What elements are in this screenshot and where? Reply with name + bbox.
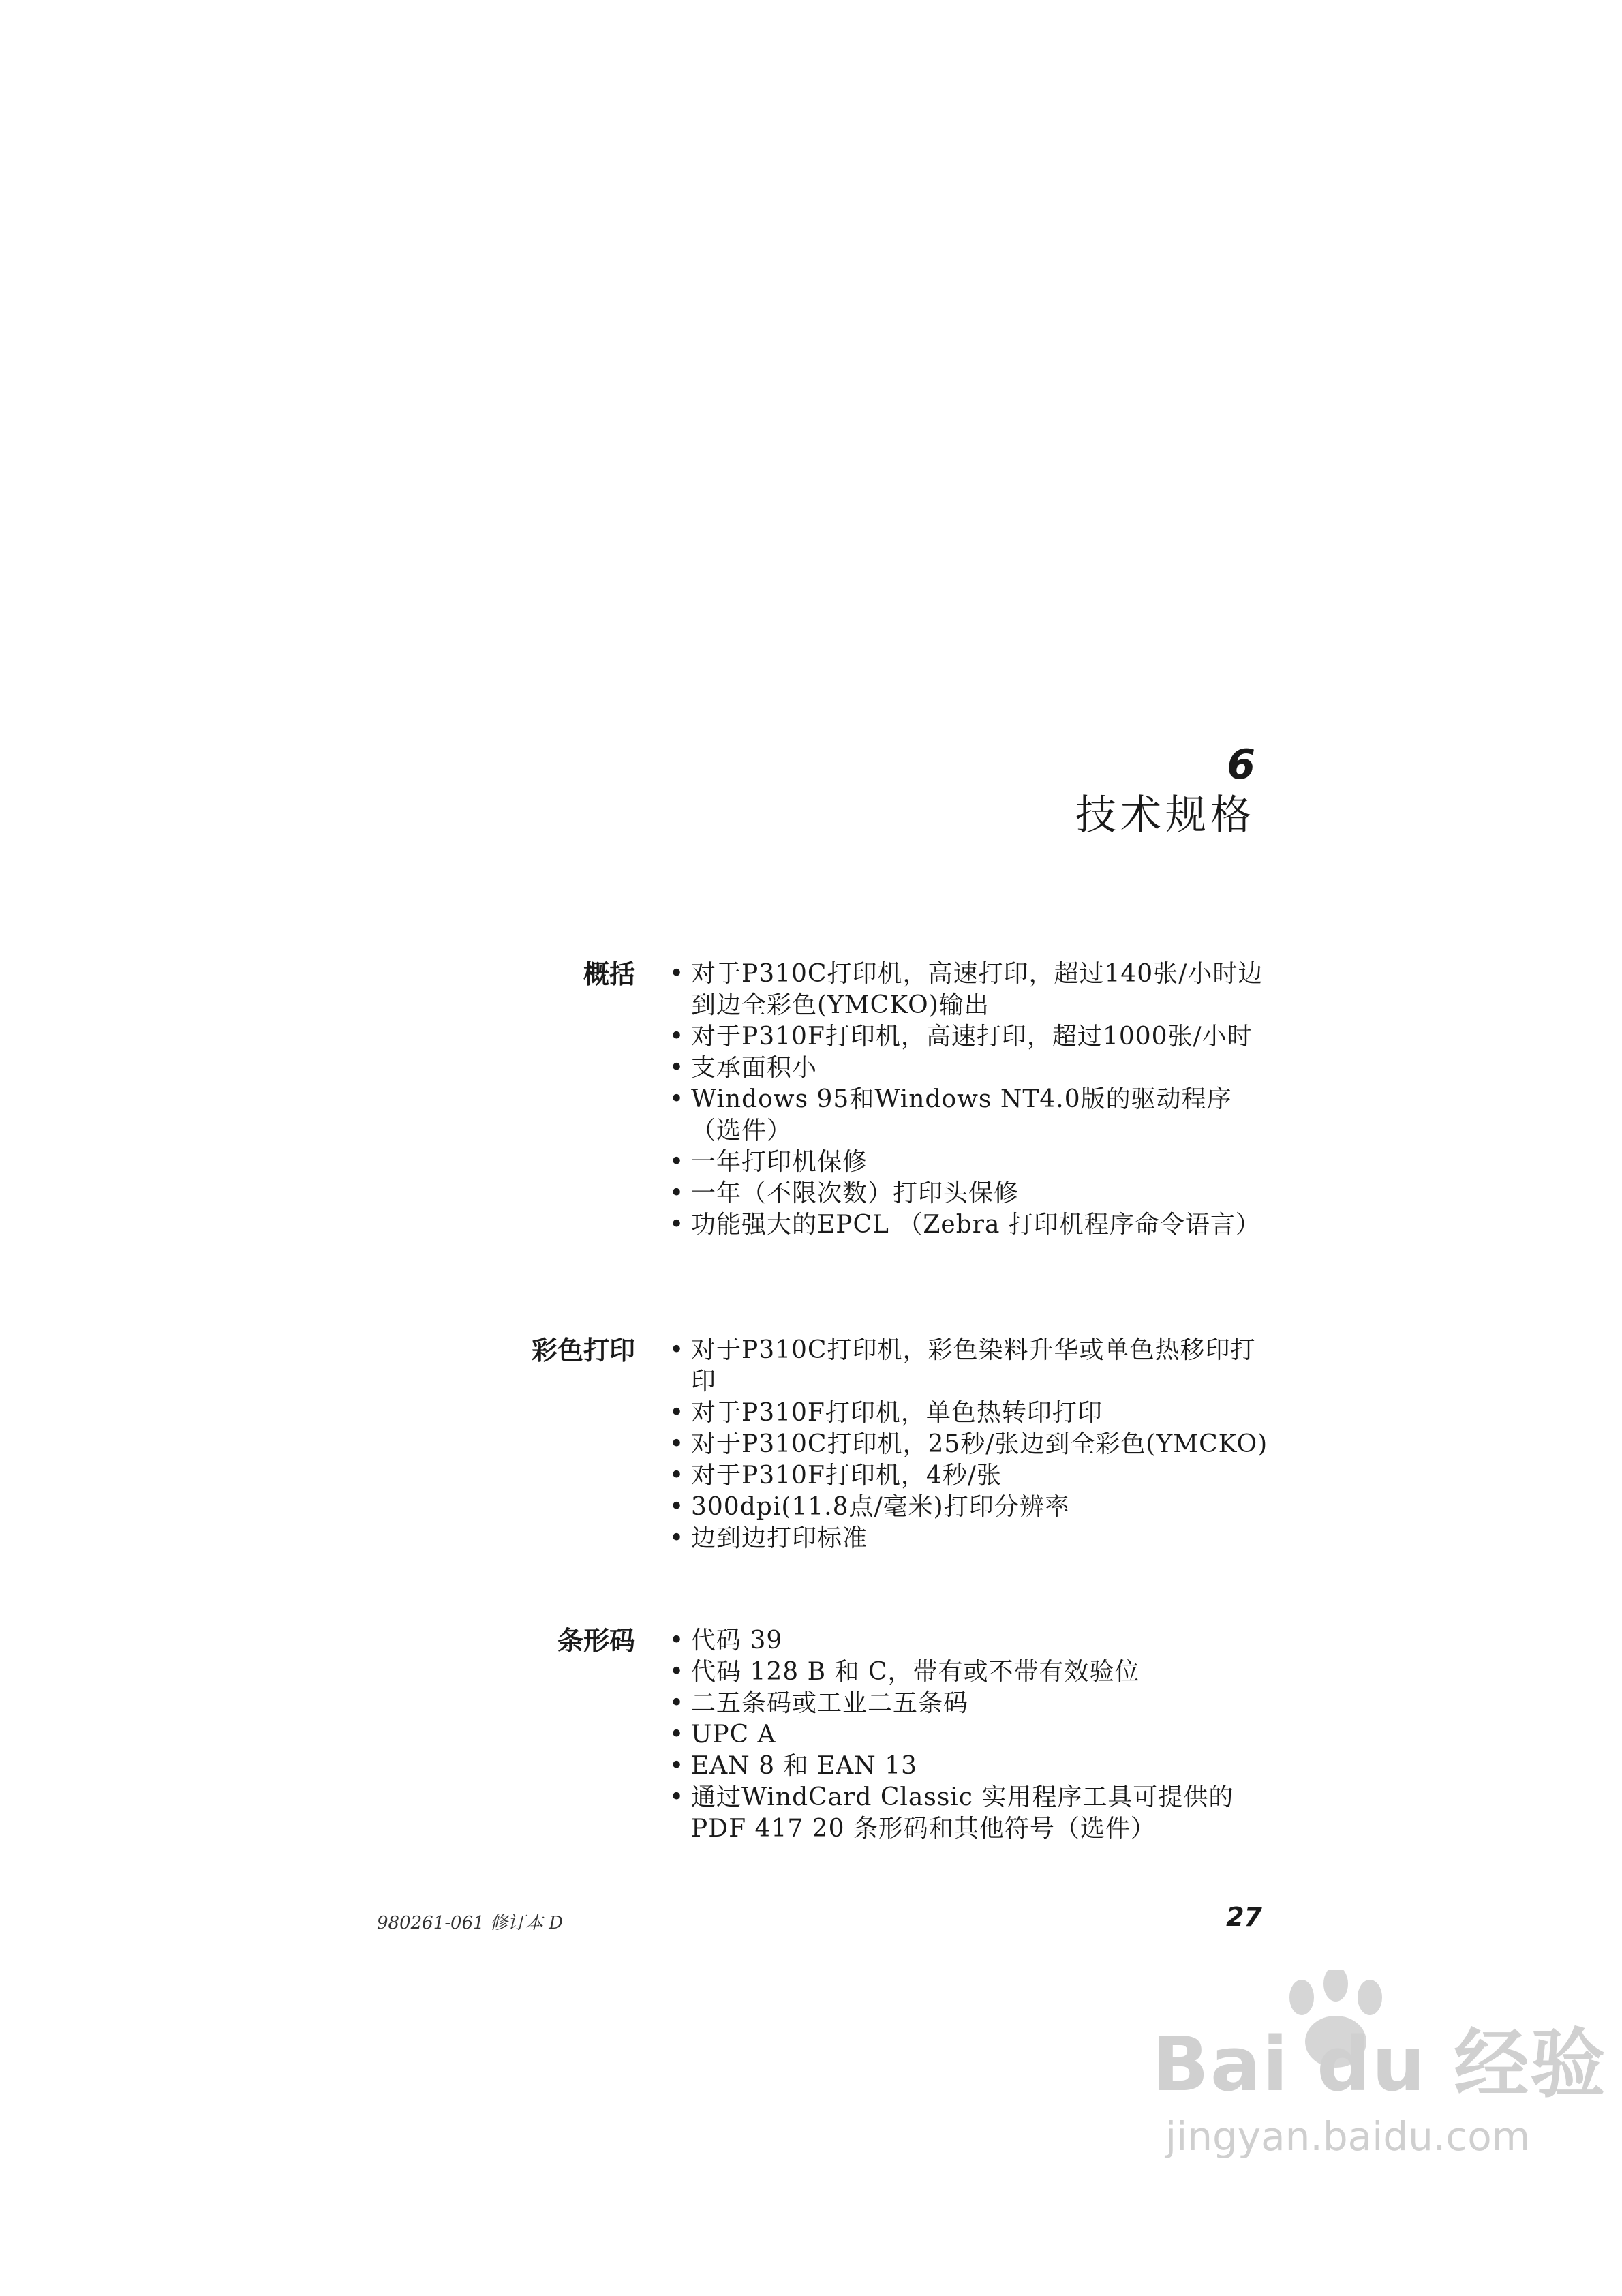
list-item: • 对于P310F打印机，高速打印，超过1000张/小时 bbox=[669, 1023, 1253, 1051]
document-id: 980261-061 修订本 D bbox=[377, 1913, 564, 1933]
list-item: • EAN 8 和 EAN 13 bbox=[669, 1752, 918, 1780]
spec-list bbox=[669, 958, 1269, 1241]
section-label: 条形码 bbox=[557, 1626, 635, 1656]
list-item: • 功能强大的EPCL （Zebra 打印机程序命令语言） bbox=[669, 1211, 1261, 1239]
list-item: • 一年打印机保修 bbox=[669, 1148, 868, 1176]
baidu-watermark bbox=[1152, 1977, 1607, 2209]
list-item: • 代码 39 bbox=[669, 1627, 783, 1655]
list-item: • 对于P310C打印机，彩色染料升华或单色热移印打印 bbox=[669, 1336, 1256, 1395]
list-item: • 通过WindCard Classic 实用程序工具可提供的PDF 417 20 条形码和其他符号（选件） bbox=[669, 1783, 1234, 1843]
list-item: • 对于P310C打印机，高速打印，超过140张/小时边到边全彩色(YMCKO)输出 bbox=[669, 960, 1264, 1019]
list-item: • UPC A bbox=[669, 1721, 776, 1749]
chapter-title: 技术规格 bbox=[1075, 791, 1255, 839]
list-item: • 对于P310F打印机，单色热转印打印 bbox=[669, 1399, 1103, 1427]
list-item: • 300dpi(11.8点/毫米)打印分辨率 bbox=[669, 1493, 1070, 1521]
list-item: • 对于P310C打印机，25秒/张边到全彩色(YMCKO) bbox=[669, 1430, 1268, 1458]
list-item: • Windows 95和Windows NT4.0版的驱动程序（选件） bbox=[669, 1085, 1232, 1145]
list-item: • 边到边打印标准 bbox=[669, 1524, 868, 1552]
spec-list bbox=[669, 1335, 1269, 1554]
watermark-url: jingyan.baidu.com bbox=[1165, 2113, 1531, 2160]
list-item: • 对于P310F打印机，4秒/张 bbox=[669, 1462, 1002, 1490]
list-item: • 代码 128 B 和 C，带有或不带有效验位 bbox=[669, 1658, 1140, 1686]
watermark-logo: Bai du 经验 bbox=[1152, 2021, 1607, 2108]
chapter-number: 6 bbox=[1227, 741, 1255, 789]
list-item: • 一年（不限次数）打印头保修 bbox=[669, 1179, 1020, 1207]
list-item: • 支承面积小 bbox=[669, 1054, 818, 1082]
section-label: 彩色打印 bbox=[531, 1335, 635, 1365]
page-number: 27 bbox=[1226, 1902, 1262, 1932]
spec-list bbox=[669, 1625, 1269, 1845]
list-item: • 二五条码或工业二五条码 bbox=[669, 1689, 969, 1717]
section-label: 概括 bbox=[583, 959, 635, 989]
